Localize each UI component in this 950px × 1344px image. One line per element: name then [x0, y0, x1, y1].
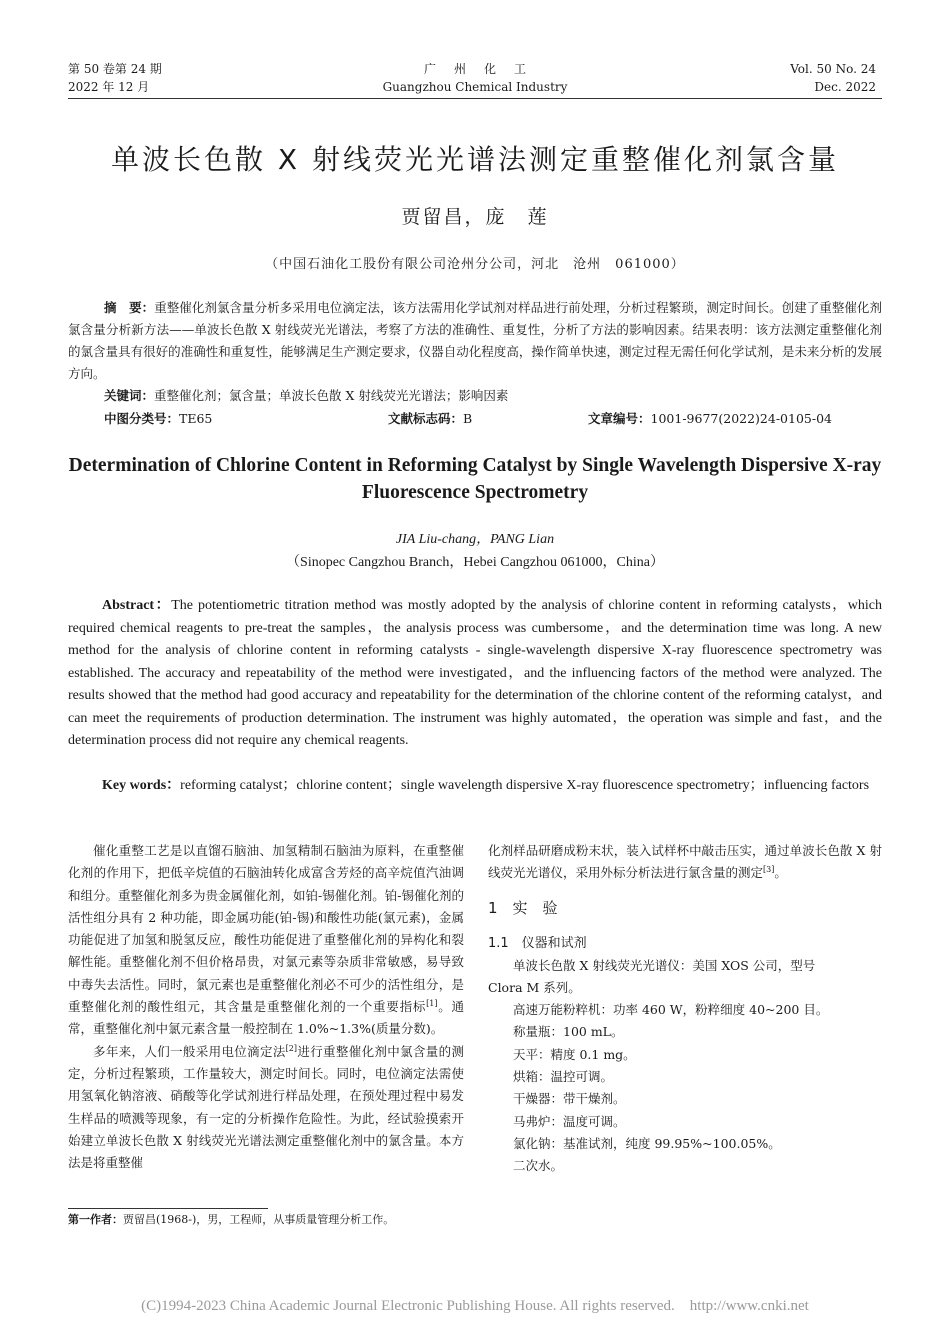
header-date-en: Dec. 2022	[814, 80, 876, 94]
header-vol-cn: 第 50 卷第 24 期	[68, 62, 162, 76]
clc-value: TE65	[179, 411, 213, 426]
body-left-column	[68, 840, 464, 1174]
abstract-en	[68, 595, 882, 753]
affiliation-en: （Sinopec Cangzhou Branch，Hebei Cangzhou 061000，China）	[286, 555, 664, 570]
journal-name-en: Guangzhou Chemical Industry	[382, 80, 568, 94]
abstract-cn	[68, 297, 882, 385]
list-item: 天平：精度 0.1 mg。	[513, 1046, 636, 1062]
paragraph-intro-1	[68, 840, 464, 1041]
clc-label: 中图分类号：	[104, 411, 180, 426]
footnote-text: 贾留昌(1968-)，男，工程师，从事质量管理分析工作。	[123, 1213, 395, 1226]
document-code	[388, 408, 472, 430]
copyright-notice: (C)1994-2023 China Academic Journal Electronic Publishing House. All rights reserved. http://www.cnki.net	[141, 1298, 809, 1314]
header-vol-en: Vol. 50 No. 24	[790, 62, 876, 76]
title-en: Determination of Chlorine Content in Reforming Catalyst by Single Wavelength Dispersive X-ray Fluorescence Spectrometry	[68, 455, 882, 503]
paragraph-text: 。	[774, 865, 787, 881]
paragraph-text: 多年来，人们一般采用电位滴定法	[93, 1043, 286, 1059]
keywords-cn-label: 关键词：	[104, 388, 155, 403]
list-item: 高速万能粉粹机：功率 460 W，粉粹细度 40~200 目。	[513, 1002, 829, 1018]
affiliation-cn: （中国石油化工股份有限公司沧州分公司，河北 沧州 061000）	[265, 257, 685, 272]
keywords-cn	[68, 385, 918, 407]
paragraph-text: 化剂样品研磨成粉末状，装入试样杯中敲击压实，通过单波长色散 X 射线荧光光谱仪，采用外标分析法进行氯含量的测定	[488, 843, 882, 881]
paragraph-text: 催化重整工艺是以直馏石脑油、加氢精制石脑油为原料，在重整催化剂的作用下，把低辛烷值的石脑油转化成富含芳烃的高辛烷值汽油调和组分。重整催化剂多为贵金属催化剂，如铂-锡催化剂。铂-锡催化剂的活性组分具有 2 种功能，即金属功能(铂-锡)和酸性功能(氯元素)，金属功能促进了加氢和脱氢反应，酸性功能促进了重整催化剂的异构化和裂解性能。重整催化剂不但价格昂贵，对氯元素等杂质非常敏感，易导致中毒失去活性。同时，氯元素也是重整催化剂必不可少的活性组分，是重整催化剂的酸性组元，其含量是重整催化剂的一个重要指标	[68, 843, 464, 1015]
list-item: 马弗炉：温度可调。	[513, 1113, 626, 1129]
paragraph-text: 进行重整催化剂中氯含量的测定，分析过程繁琐，工作量较大，测定时间长。同时，电位滴定法需使用氢氧化钠溶液、硝酸等化学试剂进行样品处理，在预处理过程中易发生样品的喷溅等现象，有一定的分析操作危险性。为此，经试验摸索开始建立单波长色散 X 射线荧光光谱法测定重整催化剂中的氯含量。本方法是将重整催	[68, 1043, 464, 1171]
footnote-label: 第一作者：	[68, 1213, 123, 1226]
item-instrument-model: Clora M 系列。	[488, 979, 581, 995]
keywords-en	[68, 775, 882, 798]
keywords-en-label: Key words：	[102, 778, 181, 793]
clc-code	[104, 408, 212, 430]
list-item: 干燥器：带干燥剂。	[513, 1091, 626, 1107]
classification-row	[68, 408, 882, 430]
article-number	[588, 408, 832, 430]
doc-label: 文献标志码：	[388, 411, 464, 426]
doc-value: B	[463, 411, 473, 426]
keywords-en-text: reforming catalyst；chlorine content；single wavelength dispersive X-ray fluorescence spectrometry；influencing factors	[180, 778, 870, 793]
article-label: 文章编号：	[588, 411, 651, 426]
citation-2: [2]	[285, 1043, 298, 1053]
authors-en: JIA Liu-chang，PANG Lian	[395, 532, 555, 547]
citation-3: [3]	[763, 865, 775, 875]
paragraph-text: 。通常，重整催化剂中氯元素含量一般控制在 1.0%~1.3%(质量分数)。	[68, 999, 464, 1037]
footnote-first-author	[68, 1212, 488, 1228]
abstract-en-text: The potentiometric titration method was mostly adopted by the analysis of chlorine content in reforming catalysts，which required chemical reagents to pre-treat the samples，the analysis process was cumbersome，and the determination time was long. A new method for the analysis of chlorine content in reforming catalysts - single-wavelength dispersive X-ray fluorescence spectrometry was established. The accuracy and repeatability of the method were investigated，and the influencing factors of the method were analyzed. The results showed that the method had good accuracy and repeatability for the determination of the chlorine content of the reforming catalyst，and can meet the requirements of production determination. The instrument was highly automated，the operation was simple and fast，and the determination process did not require any chemical reagents.	[68, 598, 882, 748]
list-item: 氯化钠：基准试剂，纯度 99.95%~100.05%。	[513, 1135, 781, 1151]
title-cn: 单波长色散 X 射线荧光光谱法测定重整催化剂氯含量	[111, 143, 839, 176]
paragraph-intro-2	[68, 1041, 464, 1175]
abstract-en-label: Abstract：	[102, 598, 172, 613]
abstract-cn-text: 重整催化剂氯含量分析多采用电位滴定法，该方法需用化学试剂对样品进行前处理，分析过程繁琐，测定时间长。创建了重整催化剂氯含量分析新方法——单波长色散 X 射线荧光光谱法，考察了方法的准确性、重复性，分析了方法的影响因素。结果表明：该方法测定重整催化剂的氯含量具有很好的准确性和重复性，能够满足生产测定要求，仪器自动化程度高，操作简单快速，测定过程无需任何化学试剂，是未来分析的发展方向。	[68, 300, 882, 381]
item-instrument	[488, 955, 882, 977]
authors-cn: 贾留昌，庞 莲	[401, 206, 549, 228]
paragraph-intro-continued	[488, 840, 882, 885]
footnote-rule	[68, 1208, 268, 1209]
keywords-cn-text: 重整催化剂；氯含量；单波长色散 X 射线荧光光谱法；影响因素	[154, 388, 509, 403]
section-heading-experiment: 1 实 验	[488, 898, 558, 917]
body-right-column	[488, 840, 882, 1178]
list-item: 二次水。	[513, 1158, 564, 1174]
header-volume-cn	[68, 60, 328, 96]
abstract-cn-label: 摘 要：	[104, 300, 155, 315]
header-date-cn: 2022 年 12 月	[68, 80, 150, 94]
header-rule	[68, 98, 882, 99]
journal-name-cn: 广州化工	[423, 62, 544, 76]
list-item: 烘箱：温控可调。	[513, 1069, 614, 1085]
subsection-heading-instruments: 1.1 仪器和试剂	[488, 935, 587, 951]
item-text: 单波长色散 X 射线荧光光谱仪：美国 XOS 公司，型号	[513, 957, 816, 973]
article-value: 1001-9677(2022)24-0105-04	[650, 411, 832, 426]
citation-1: [1]	[426, 998, 438, 1008]
header-volume-en	[640, 60, 876, 96]
list-item: 称量瓶：100 mL。	[513, 1024, 624, 1040]
header-journal	[325, 60, 625, 96]
